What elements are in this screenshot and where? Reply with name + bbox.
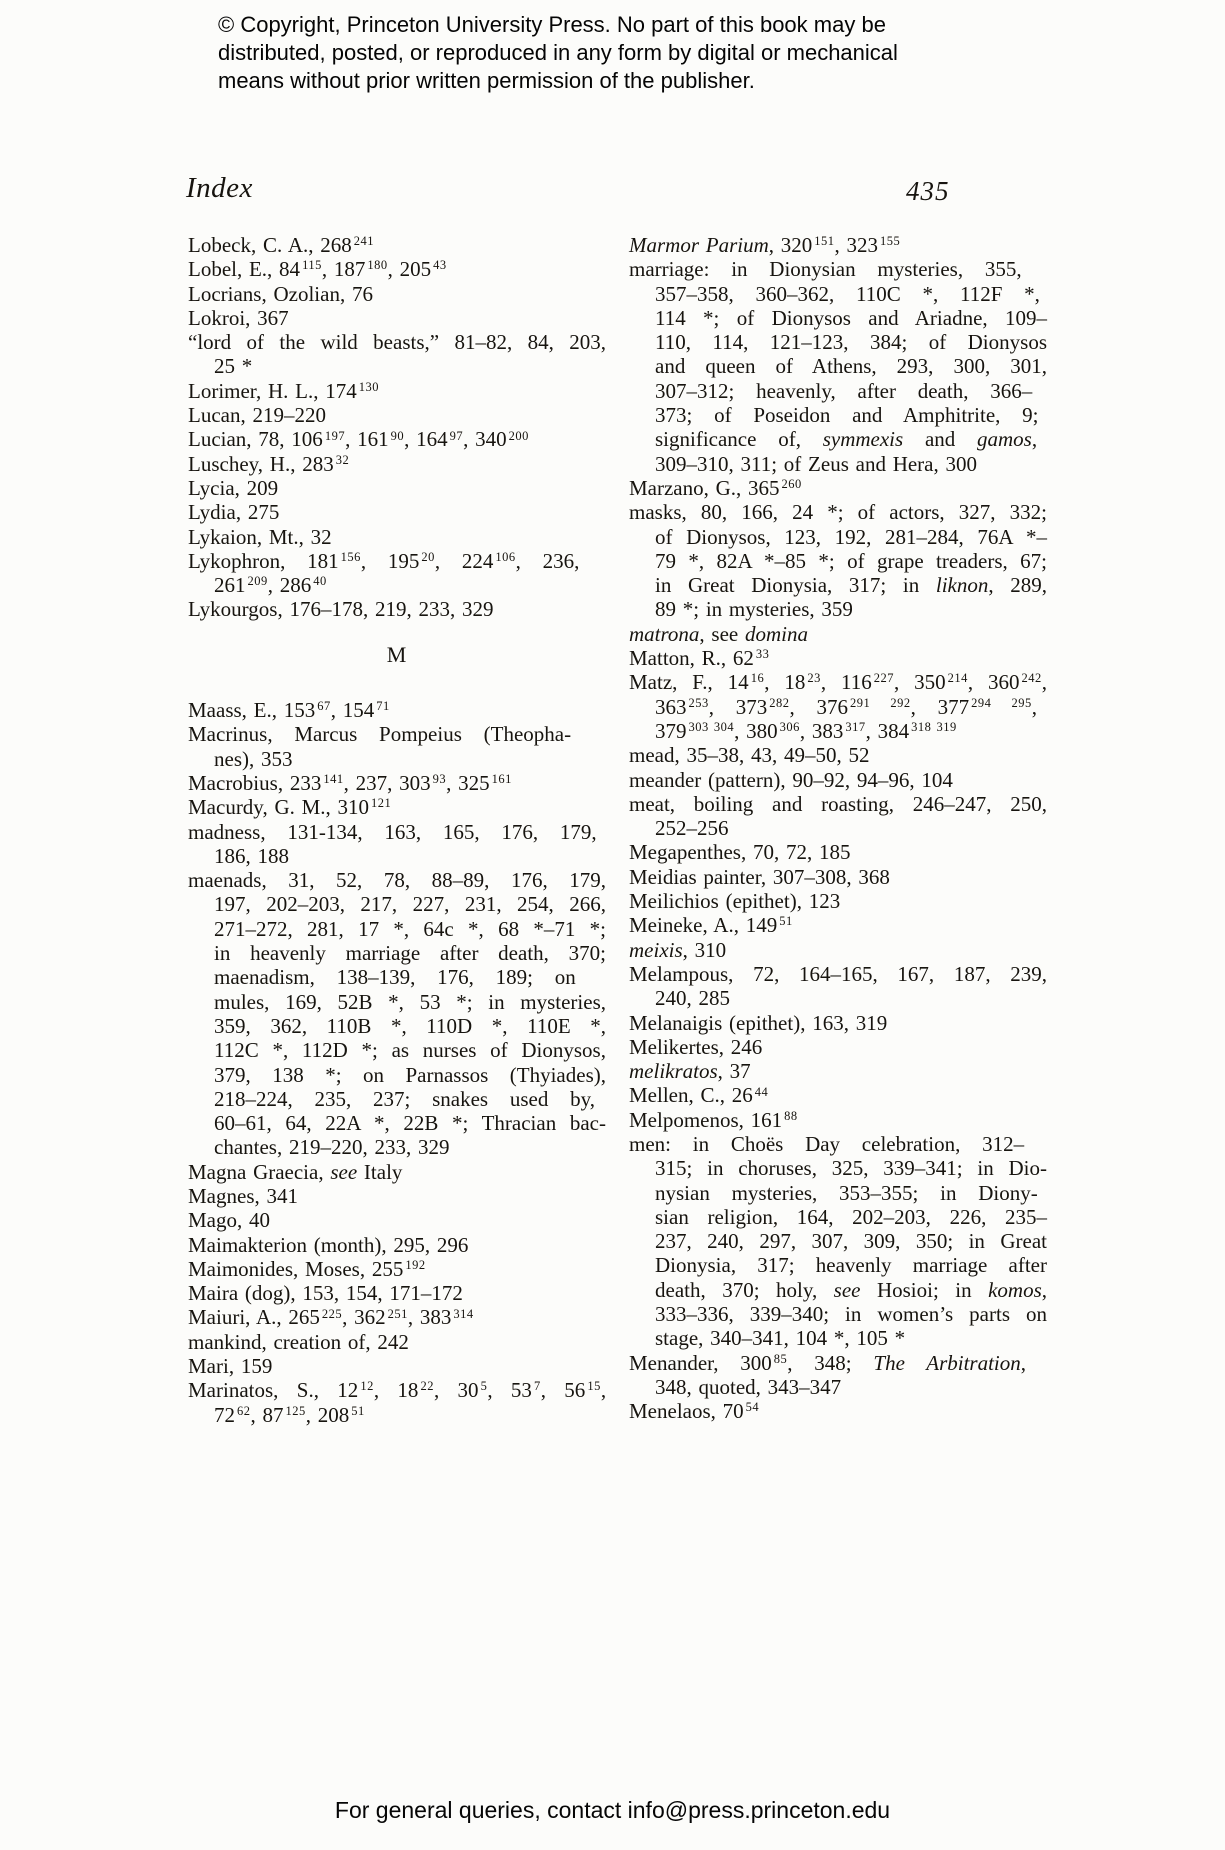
index-entry bbox=[629, 670, 1047, 743]
index-line: Lydia, 275 bbox=[188, 500, 280, 525]
italic-term: The Arbitration bbox=[873, 1350, 1021, 1375]
footnote-ref: 22 bbox=[420, 1379, 434, 1394]
index-line: Maiuri, A., 265 $^{225}$, 362 $^{251}$, 383 $^{314}$ bbox=[188, 1305, 474, 1330]
index-line: 110, 114, 121–123, 384; of Dionysos bbox=[655, 330, 1047, 355]
index-line: 309–310, 311; of Zeus and Hera, 300 bbox=[655, 451, 977, 476]
index-line: Menelaos, 70 $^{54}$ bbox=[629, 1399, 760, 1424]
index-entry bbox=[188, 1208, 606, 1232]
footnote-ref: 125 bbox=[285, 1403, 306, 1418]
footnote-ref: 151 bbox=[814, 234, 835, 249]
footnote-ref: 317 bbox=[845, 720, 866, 735]
footnote-ref: 314 bbox=[453, 1306, 474, 1321]
footer-contact: For general queries, contact info@press.princeton.edu bbox=[334, 1797, 891, 1823]
index-line: stage, 340–341, 104 *, 105 * bbox=[655, 1326, 906, 1351]
footnote-ref: 209 bbox=[247, 574, 268, 589]
footnote-ref: 44 bbox=[754, 1084, 769, 1099]
index-entry bbox=[188, 722, 606, 771]
index-line: 379 $^{303 304}$, 380 $^{306}$, 383 $^{317}$, 384 $^{318 319}$ bbox=[655, 718, 957, 743]
index-line: Maimakterion (month), 295, 296 bbox=[188, 1232, 469, 1257]
index-line: 348, quoted, 343–347 bbox=[655, 1374, 842, 1399]
footnote-ref: 23 bbox=[807, 671, 821, 686]
index-entry bbox=[629, 792, 1047, 841]
index-entry bbox=[188, 1354, 606, 1378]
footnote-ref: 106 bbox=[495, 549, 516, 564]
footnote-ref: 242 bbox=[1021, 671, 1042, 686]
footnote-ref: 51 bbox=[779, 914, 793, 929]
index-line: Lykourgos, 176–178, 219, 233, 329 bbox=[188, 597, 494, 622]
index-line: Maimonides, Moses, 255 $^{192}$ bbox=[188, 1256, 426, 1281]
footnote-ref: 15 bbox=[587, 1379, 601, 1394]
index-entry bbox=[188, 452, 606, 476]
index-entry bbox=[188, 698, 606, 722]
page-title: Index bbox=[186, 172, 253, 204]
index-line: 363 $^{253}$, 373 $^{282}$, 376 $^{291 292}$, 377 $^{294 295}$, bbox=[655, 694, 1037, 719]
footnote-ref: 71 bbox=[376, 699, 390, 714]
index-line: meixis, 310 bbox=[629, 937, 727, 962]
index-entry bbox=[629, 865, 1047, 889]
index-line: 60–61, 64, 22A *, 22B *; Thracian bac- bbox=[214, 1111, 606, 1136]
footnote-ref: 115 bbox=[302, 258, 322, 273]
index-entry bbox=[188, 233, 606, 257]
index-line: Marmor Parium, 320 $^{151}$, 323 $^{155}$ bbox=[629, 233, 901, 257]
footnote-ref: 141 bbox=[323, 772, 344, 787]
index-line: Melampous, 72, 164–165, 167, 187, 239, bbox=[629, 961, 1047, 986]
index-line: men: in Choës Day celebration, 312– bbox=[629, 1131, 1025, 1156]
footnote-ref: 306 bbox=[779, 720, 800, 735]
footnote-ref: 20 bbox=[421, 549, 435, 564]
index-line: mules, 169, 52B *, 53 *; in mysteries, bbox=[214, 989, 606, 1014]
index-entry bbox=[188, 771, 606, 795]
index-line: Matton, R., 62 $^{33}$ bbox=[629, 646, 770, 671]
index-line: Locrians, Ozolian, 76 bbox=[188, 281, 373, 306]
index-line: 307–312; heavenly, after death, 366– bbox=[655, 378, 1033, 403]
index-line: mead, 35–38, 43, 49–50, 52 bbox=[629, 743, 870, 768]
index-entry bbox=[629, 1035, 1047, 1059]
index-entry bbox=[188, 500, 606, 524]
index-line: masks, 80, 166, 24 *; of actors, 327, 332; bbox=[629, 500, 1047, 525]
index-entry bbox=[629, 1399, 1047, 1423]
footnote-ref: 260 bbox=[781, 477, 802, 492]
index-entry bbox=[188, 257, 606, 281]
index-line: maenadism, 138–139, 176, 189; on bbox=[214, 965, 576, 990]
index-entry bbox=[629, 233, 1047, 257]
index-line: Maass, E., 153 $^{67}$, 154 $^{71}$ bbox=[188, 698, 390, 723]
index-line: nes), 353 bbox=[214, 746, 293, 771]
footnote-ref: 197 bbox=[324, 428, 346, 443]
index-line: melikratos, 37 bbox=[629, 1059, 751, 1084]
index-entry bbox=[629, 476, 1047, 500]
copyright-notice bbox=[218, 11, 898, 95]
index-line: Lucian, 78, 106 $^{197}$, 161 $^{90}$, 164 $^{97}$, 340 $^{200}$ bbox=[188, 427, 529, 452]
index-line: Magna Graecia, see Italy bbox=[188, 1159, 403, 1184]
index-line: 25 * bbox=[214, 354, 253, 379]
index-line: 271–272, 281, 17 *, 64c *, 68 *–71 *; bbox=[214, 916, 606, 941]
index-line: “lord of the wild beasts,” 81–82, 84, 203, bbox=[188, 330, 606, 355]
index-line: 114 *; of Dionysos and Ariadne, 109– bbox=[655, 305, 1047, 330]
index-line: nysian mysteries, 353–355; in Diony- bbox=[655, 1180, 1038, 1205]
index-entry bbox=[188, 549, 606, 598]
italic-term: see bbox=[330, 1159, 358, 1184]
index-column-left bbox=[188, 233, 606, 1427]
index-line: meander (pattern), 90–92, 94–96, 104 bbox=[629, 767, 953, 792]
index-line: Marinatos, S., 12 $^{12}$, 18 $^{22}$, 30 $^5$, 53 $^7$, 56 $^{15}$, bbox=[188, 1378, 607, 1403]
index-line: Lykaion, Mt., 32 bbox=[188, 524, 332, 549]
footnote-ref: 85 bbox=[773, 1351, 788, 1366]
index-entry bbox=[188, 1233, 606, 1257]
index-entry bbox=[188, 525, 606, 549]
footnote-ref: 192 bbox=[405, 1258, 426, 1272]
index-entry bbox=[629, 1059, 1047, 1083]
footnote-ref: 225 bbox=[321, 1306, 343, 1321]
index-line: marriage: in Dionysian mysteries, 355, bbox=[629, 257, 1022, 282]
index-entry bbox=[629, 768, 1047, 792]
index-line: meat, boiling and roasting, 246–247, 250, bbox=[629, 791, 1047, 816]
index-line: Macrobius, 233 $^{141}$, 237, 303 $^{93}$, 325 $^{161}$ bbox=[188, 770, 512, 795]
index-entry bbox=[629, 913, 1047, 937]
index-line: Melikertes, 246 bbox=[629, 1034, 763, 1059]
index-line: sian religion, 164, 202–203, 226, 235– bbox=[655, 1204, 1047, 1229]
footnote-ref: 93 bbox=[432, 772, 447, 787]
footnote-ref: 32 bbox=[335, 452, 350, 467]
index-line: maenads, 31, 52, 78, 88–89, 176, 179, bbox=[188, 868, 606, 893]
index-line: Menander, 300 $^{85}$, 348; The Arbitration, bbox=[629, 1350, 1027, 1375]
index-line: 252–256 bbox=[655, 816, 729, 841]
italic-term: see bbox=[833, 1277, 861, 1302]
footnote-ref: 161 bbox=[491, 772, 512, 787]
section-heading: M bbox=[386, 641, 408, 667]
index-line: Luschey, H., 283 $^{32}$ bbox=[188, 451, 350, 476]
footnote-ref: 200 bbox=[508, 428, 529, 443]
index-line: Lobel, E., 84 $^{115}$, 187 $^{180}$, 205 $^{43}$ bbox=[188, 257, 447, 282]
index-entry bbox=[188, 820, 606, 869]
index-line: matrona, see domina bbox=[629, 621, 808, 646]
index-line: chantes, 219–220, 233, 329 bbox=[214, 1135, 450, 1160]
index-line: 186, 188 bbox=[214, 843, 289, 868]
index-line: significance of, symmexis and gamos, bbox=[655, 427, 1038, 452]
index-line: 240, 285 bbox=[655, 986, 730, 1011]
italic-term: gamos bbox=[977, 427, 1032, 452]
footnote-ref: 180 bbox=[367, 258, 388, 273]
index-line: madness, 131-134, 163, 165, 176, 179, bbox=[188, 819, 597, 844]
index-entry bbox=[188, 282, 606, 306]
copyright-line: distributed, posted, or reproduced in any form by digital or mechanical bbox=[218, 40, 898, 65]
footnote-ref: 5 bbox=[480, 1379, 488, 1394]
index-line: Melpomenos, 161 $^{88}$ bbox=[629, 1107, 798, 1132]
index-line: Dionysia, 317; heavenly marriage after bbox=[655, 1253, 1047, 1278]
index-entry bbox=[629, 1011, 1047, 1035]
index-entry bbox=[629, 840, 1047, 864]
index-line: mankind, creation of, 242 bbox=[188, 1329, 409, 1354]
index-line: Maira (dog), 153, 154, 171–172 bbox=[188, 1281, 463, 1306]
index-entry bbox=[629, 622, 1047, 646]
index-entry bbox=[629, 938, 1047, 962]
italic-term: Marmor Parium bbox=[629, 233, 769, 257]
italic-term: melikratos bbox=[629, 1059, 718, 1084]
index-entry bbox=[188, 868, 606, 1160]
index-line: Melanaigis (epithet), 163, 319 bbox=[629, 1010, 888, 1035]
index-entry bbox=[188, 795, 606, 819]
index-entry bbox=[629, 889, 1047, 913]
index-line: 112C *, 112D *; as nurses of Dionysos, bbox=[214, 1038, 606, 1063]
copyright-line: means without prior written permission of the publisher. bbox=[218, 68, 755, 93]
index-line: Mari, 159 bbox=[188, 1354, 273, 1379]
index-line: Mellen, C., 26 $^{44}$ bbox=[629, 1083, 769, 1108]
index-line: Meilichios (epithet), 123 bbox=[629, 889, 841, 914]
index-entry bbox=[188, 597, 606, 621]
index-line: 261 $^{209}$, 286 $^{40}$ bbox=[214, 573, 327, 598]
index-entry bbox=[629, 1083, 1047, 1107]
index-line: and queen of Athens, 293, 300, 301, bbox=[655, 354, 1047, 379]
index-line: Lokroi, 367 bbox=[188, 305, 289, 330]
footnote-ref: 7 bbox=[533, 1379, 541, 1394]
index-line: Lykophron, 181 $^{156}$, 195 $^{20}$, 224 $^{106}$, 236, bbox=[188, 548, 580, 573]
footnote-ref: 121 bbox=[371, 796, 392, 811]
index-entry bbox=[188, 1184, 606, 1208]
footnote-ref: 291 292 bbox=[850, 695, 911, 710]
index-entry bbox=[188, 476, 606, 500]
index-column-right bbox=[629, 233, 1047, 1424]
index-entry bbox=[188, 1305, 606, 1329]
index-entry bbox=[188, 1378, 606, 1427]
footnote-ref: 16 bbox=[750, 671, 765, 686]
index-line: 197, 202–203, 217, 227, 231, 254, 266, bbox=[214, 892, 606, 917]
index-line: Marzano, G., 365 $^{260}$ bbox=[629, 475, 802, 500]
index-entry bbox=[629, 500, 1047, 621]
footnote-ref: 90 bbox=[390, 428, 405, 443]
footnote-ref: 156 bbox=[340, 549, 361, 564]
index-entry bbox=[629, 1351, 1047, 1400]
index-entry bbox=[188, 1257, 606, 1281]
footnote-ref: 214 bbox=[947, 671, 968, 686]
index-line: Meidias painter, 307–308, 368 bbox=[629, 864, 890, 889]
index-line: 89 *; in mysteries, 359 bbox=[655, 597, 853, 622]
index-line: 333–336, 339–340; in women’s parts on bbox=[655, 1302, 1047, 1327]
footnote-ref: 97 bbox=[449, 428, 464, 443]
italic-term: symmexis bbox=[822, 427, 904, 452]
index-line: Meineke, A., 149 $^{51}$ bbox=[629, 913, 793, 938]
index-entry bbox=[188, 330, 606, 379]
index-line: Magnes, 341 bbox=[188, 1183, 298, 1208]
index-entry bbox=[188, 1281, 606, 1305]
index-entry bbox=[188, 1160, 606, 1184]
footnote-ref: 155 bbox=[880, 234, 901, 249]
index-entry bbox=[629, 743, 1047, 767]
footnote-ref: 253 bbox=[688, 695, 709, 710]
index-entry bbox=[629, 1108, 1047, 1132]
copyright-line: © Copyright, Princeton University Press. No part of this book may be bbox=[218, 12, 886, 37]
index-line: in Great Dionysia, 317; in liknon, 289, bbox=[655, 573, 1048, 598]
index-line: Megapenthes, 70, 72, 185 bbox=[629, 840, 851, 865]
index-entry bbox=[629, 1132, 1047, 1351]
footnote-ref: 227 bbox=[873, 671, 894, 686]
index-line: Macurdy, G. M., 310 $^{121}$ bbox=[188, 795, 392, 820]
index-line: 218–224, 235, 237; snakes used by, bbox=[214, 1086, 595, 1111]
page-number: 435 bbox=[906, 176, 950, 206]
index-entry bbox=[188, 427, 606, 451]
footnote-ref: 282 bbox=[769, 695, 790, 710]
index-line: 72 $^{62}$, 87 $^{125}$, 208 $^{51}$ bbox=[214, 1402, 365, 1427]
italic-term: meixis bbox=[629, 937, 683, 962]
italic-term: liknon bbox=[935, 573, 989, 598]
footnote-ref: 241 bbox=[353, 234, 374, 249]
footnote-ref: 251 bbox=[387, 1306, 408, 1321]
index-entry bbox=[188, 403, 606, 427]
footnote-ref: 88 bbox=[784, 1108, 798, 1123]
footnote-ref: 54 bbox=[745, 1400, 760, 1415]
index-entry bbox=[188, 306, 606, 330]
index-entry bbox=[629, 962, 1047, 1011]
footnote-ref: 51 bbox=[351, 1403, 365, 1418]
footnote-ref: 43 bbox=[433, 258, 447, 273]
footnote-ref: 130 bbox=[358, 379, 379, 394]
footnote-ref: 62 bbox=[237, 1403, 251, 1418]
index-line: 79 *, 82A *–85 *; of grape treaders, 67; bbox=[655, 548, 1047, 573]
footnote-ref: 294 295 bbox=[971, 695, 1032, 710]
index-line: Lucan, 219–220 bbox=[188, 403, 326, 428]
italic-term: domina bbox=[744, 621, 808, 646]
index-line: Lobeck, C. A., 268 $^{241}$ bbox=[188, 233, 374, 257]
index-entry bbox=[629, 646, 1047, 670]
index-entry bbox=[188, 1330, 606, 1354]
index-line: 373; of Poseidon and Amphitrite, 9; bbox=[655, 403, 1039, 428]
index-line: 379, 138 *; on Parnassos (Thyiades), bbox=[214, 1062, 606, 1087]
index-line: death, 370; holy, see Hosioi; in komos, bbox=[655, 1277, 1047, 1302]
index-line: Lorimer, H. L., 174 $^{130}$ bbox=[188, 378, 379, 403]
footnote-ref: 67 bbox=[317, 699, 331, 714]
index-line: 359, 362, 110B *, 110D *, 110E *, bbox=[214, 1013, 606, 1038]
index-line: Matz, F., 14 $^{16}$, 18 $^{23}$, 116 $^{227}$, 350 $^{214}$, 360 $^{242}$, bbox=[629, 670, 1048, 695]
index-line: 237, 240, 297, 307, 309, 350; in Great bbox=[655, 1229, 1047, 1254]
index-entry bbox=[188, 379, 606, 403]
footnote-ref: 33 bbox=[755, 647, 770, 662]
italic-term: komos bbox=[988, 1277, 1042, 1302]
index-line: Lycia, 209 bbox=[188, 475, 279, 500]
index-line: 357–358, 360–362, 110C *, 112F *, bbox=[655, 281, 1040, 306]
footnote-ref: 318 319 bbox=[911, 720, 957, 735]
footnote-ref: 12 bbox=[360, 1379, 374, 1394]
italic-term: matrona bbox=[629, 621, 700, 646]
footnote-ref: 40 bbox=[313, 574, 327, 589]
index-line: of Dionysos, 123, 192, 281–284, 76A *– bbox=[655, 524, 1047, 549]
index-line: 315; in choruses, 325, 339–341; in Dio- bbox=[655, 1156, 1047, 1181]
index-line: in heavenly marriage after death, 370; bbox=[214, 941, 606, 966]
footnote-ref: 303 304 bbox=[688, 720, 735, 735]
index-line: Macrinus, Marcus Pompeius (Theopha- bbox=[188, 722, 572, 747]
index-line: Mago, 40 bbox=[188, 1208, 270, 1233]
index-entry bbox=[629, 257, 1047, 476]
